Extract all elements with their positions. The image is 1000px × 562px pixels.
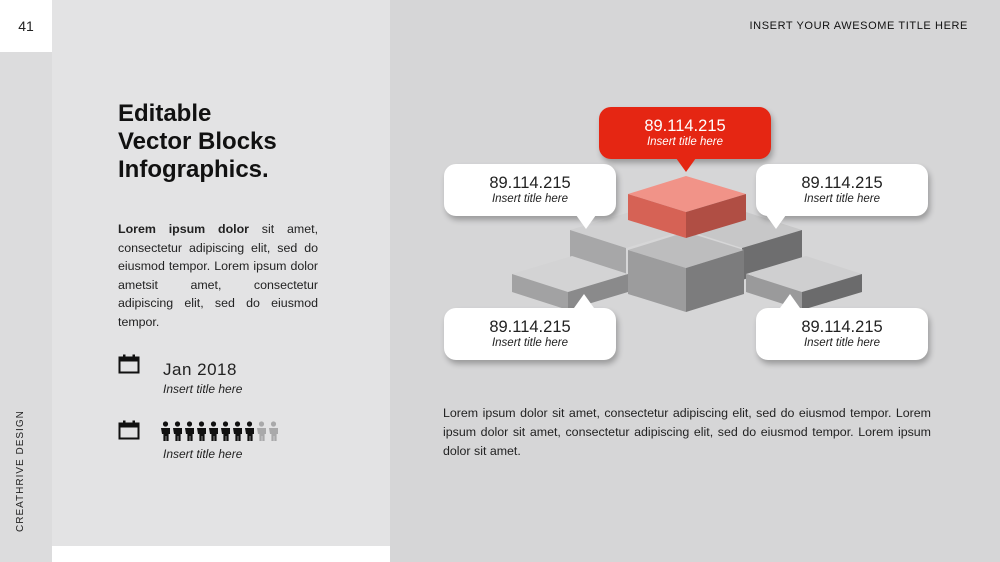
body-rest: sit amet, consectetur adipiscing elit, sed do eiusmod tempor. Lorem ipsum dolor ametsit amet, consectetur adipiscing elit, sed do eiusmod tempor. <box>118 222 319 329</box>
person-icon-filled <box>220 421 231 441</box>
calendar-icon <box>118 354 140 374</box>
bubble-value: 89.114.215 <box>801 318 883 336</box>
value-bubble-top <box>599 107 771 159</box>
person-icon-filled <box>244 421 255 441</box>
bubble-value: 89.114.215 <box>489 318 571 336</box>
person-icon-filled <box>160 421 171 441</box>
bubble-sub: Insert title here <box>803 193 881 205</box>
bubble-sub: Insert title here <box>646 136 724 148</box>
left-panel-strip <box>52 546 390 562</box>
title-line-2: Vector Blocks <box>118 128 277 155</box>
bubble-tail <box>676 158 696 172</box>
page-number <box>0 0 52 52</box>
slide-title <box>118 100 358 184</box>
sidebar <box>0 0 52 562</box>
body-bold-lead: Lorem ipsum dolor <box>118 222 249 236</box>
date-label: Jan 2018 <box>163 360 237 379</box>
person-icon-empty <box>256 421 267 441</box>
bubble-value: 89.114.215 <box>489 174 571 192</box>
caption-paragraph: Lorem ipsum dolor sit amet, consectetur adipiscing elit, sed do eiusmod tempor. Lorem ipsum dolor sit amet, consectetur adipiscing elit, sed do eiusmod tempor. Lorem ipsum dolor sit amet. <box>443 406 931 458</box>
bubble-sub: Insert title here <box>803 337 881 349</box>
person-icon-filled <box>196 421 207 441</box>
bubble-sub: Insert title here <box>491 337 569 349</box>
value-bubble-lower-right <box>756 308 928 360</box>
calendar-icon <box>118 420 140 440</box>
person-icon-filled <box>184 421 195 441</box>
person-icon-filled <box>232 421 243 441</box>
page-number-text: 41 <box>18 18 34 34</box>
bubble-tail <box>780 294 800 308</box>
date-sub: Insert title here <box>163 382 243 396</box>
bubble-tail <box>766 215 786 229</box>
bubble-value: 89.114.215 <box>644 117 726 135</box>
person-icon-filled <box>172 421 183 441</box>
brand-text: CREATHRIVE DESIGN <box>15 410 26 532</box>
value-bubble-upper-left <box>444 164 616 216</box>
title-line-3: Infographics. <box>118 156 269 183</box>
value-bubble-upper-right <box>756 164 928 216</box>
person-icon-empty <box>268 421 279 441</box>
bubble-sub: Insert title here <box>491 193 569 205</box>
title-line-1: Editable <box>118 100 212 127</box>
body-paragraph <box>118 220 318 332</box>
people-rating <box>160 421 279 441</box>
header-title: INSERT YOUR AWESOME TITLE HERE <box>749 20 968 32</box>
bubble-tail <box>574 294 594 308</box>
bubble-value: 89.114.215 <box>801 174 883 192</box>
person-icon-filled <box>208 421 219 441</box>
value-bubble-lower-left <box>444 308 616 360</box>
people-sub: Insert title here <box>163 447 243 461</box>
bubble-tail <box>576 215 596 229</box>
